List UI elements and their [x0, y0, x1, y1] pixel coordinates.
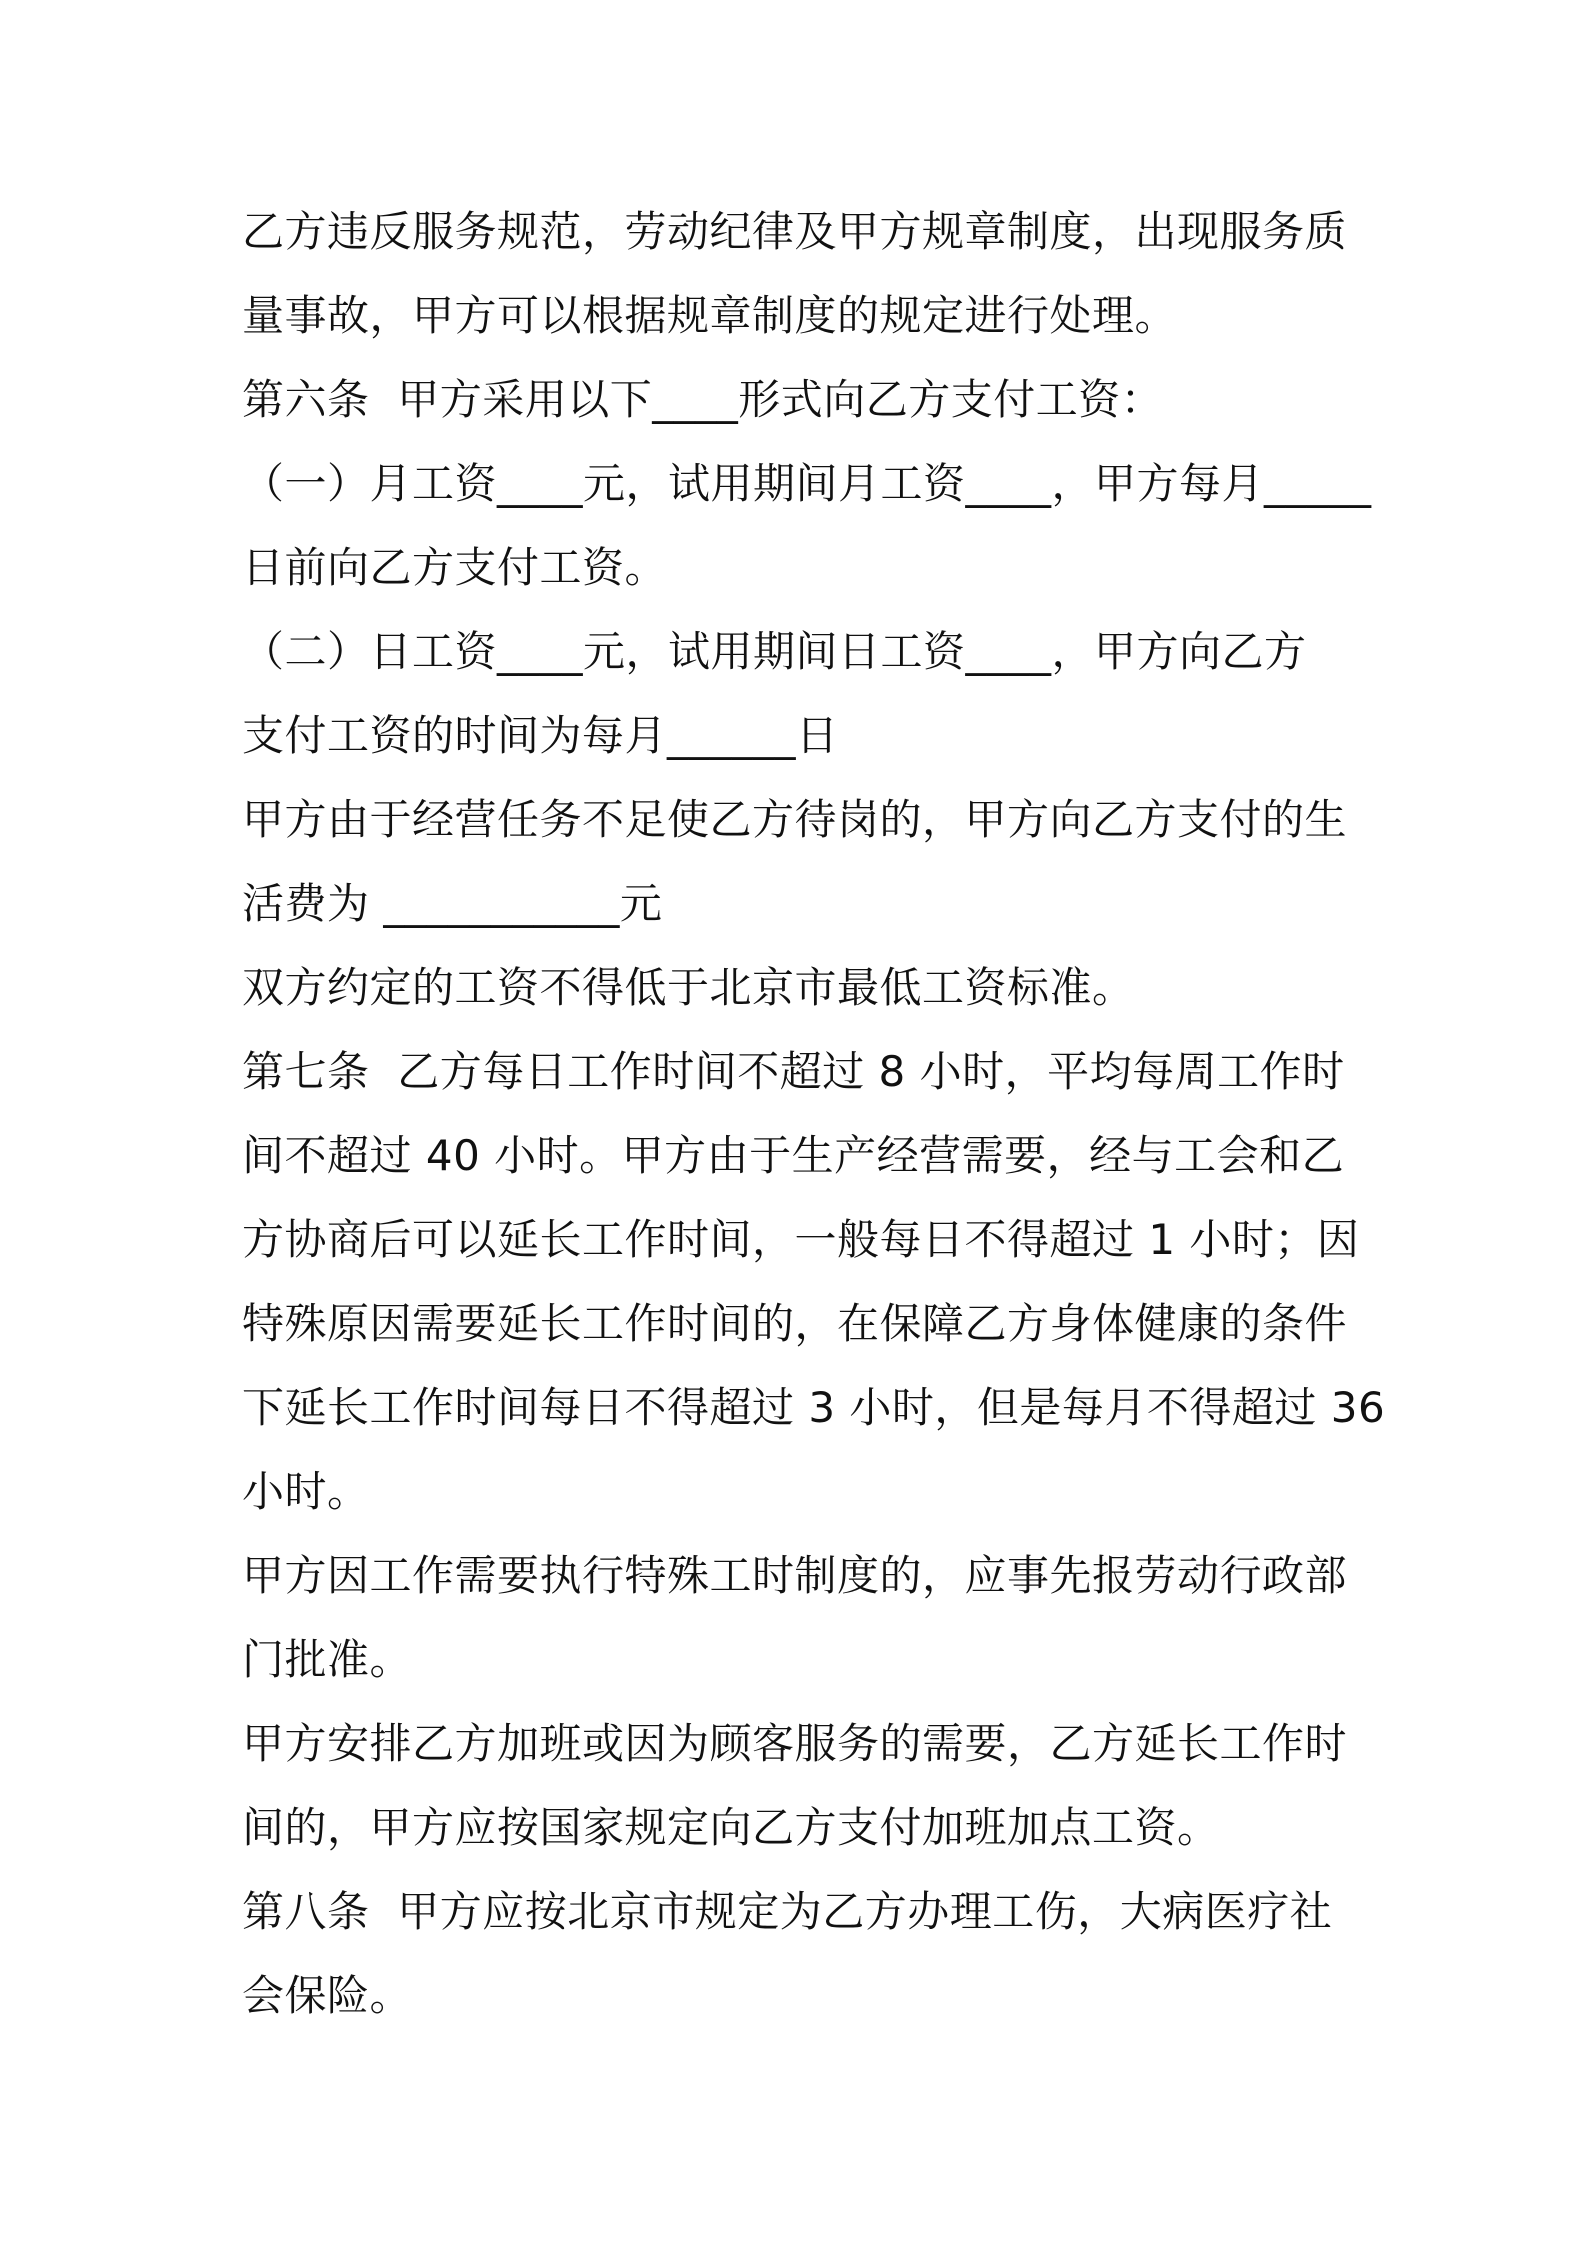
text-line: 量事故，甲方可以根据规章制度的规定进行处理。 — [242, 291, 1178, 340]
text-line: 甲方因工作需要执行特殊工时制度的，应事先报劳动行政部 — [242, 1551, 1348, 1600]
article-eight-heading: 第八条 甲方应按北京市规定为乙方办理工伤，大病医疗社 — [242, 1887, 1333, 1936]
text-line: （一）月工资____元，试用期间月工资____，甲方每月_____ — [242, 459, 1372, 508]
text-line: （二）日工资____元，试用期间日工资____，甲方向乙方 — [242, 627, 1307, 676]
text-line: 双方约定的工资不得低于北京市最低工资标准。 — [242, 963, 1135, 1012]
text-line: 门批准。 — [242, 1635, 413, 1684]
text-line: 小时。 — [242, 1467, 370, 1516]
contract-text — [242, 190, 1386, 2038]
text-line: 支付工资的时间为每月______日 — [242, 711, 839, 760]
text-line: 方协商后可以延长工作时间，一般每日不得超过 1 小时；因 — [242, 1215, 1360, 1264]
text-line: 乙方违反服务规范，劳动纪律及甲方规章制度，出现服务质 — [242, 207, 1348, 256]
text-line: 甲方安排乙方加班或因为顾客服务的需要，乙方延长工作时 — [242, 1719, 1348, 1768]
article-six-heading: 第六条 甲方采用以下____形式向乙方支付工资： — [242, 375, 1164, 424]
text-line: 特殊原因需要延长工作时间的，在保障乙方身体健康的条件 — [242, 1299, 1348, 1348]
text-line: 间不超过 40 小时。甲方由于生产经营需要，经与工会和乙 — [242, 1131, 1345, 1180]
text-line: 间的，甲方应按国家规定向乙方支付加班加点工资。 — [242, 1803, 1220, 1852]
text-line: 下延长工作时间每日不得超过 3 小时，但是每月不得超过 36 — [242, 1383, 1386, 1432]
text-line: 会保险。 — [242, 1971, 413, 2020]
text-line: 活费为 ___________元 — [242, 879, 663, 928]
text-line: 日前向乙方支付工资。 — [242, 543, 668, 592]
text-line: 甲方由于经营任务不足使乙方待岗的，甲方向乙方支付的生 — [242, 795, 1348, 844]
article-seven-heading: 第七条 乙方每日工作时间不超过 8 小时，平均每周工作时 — [242, 1047, 1345, 1096]
